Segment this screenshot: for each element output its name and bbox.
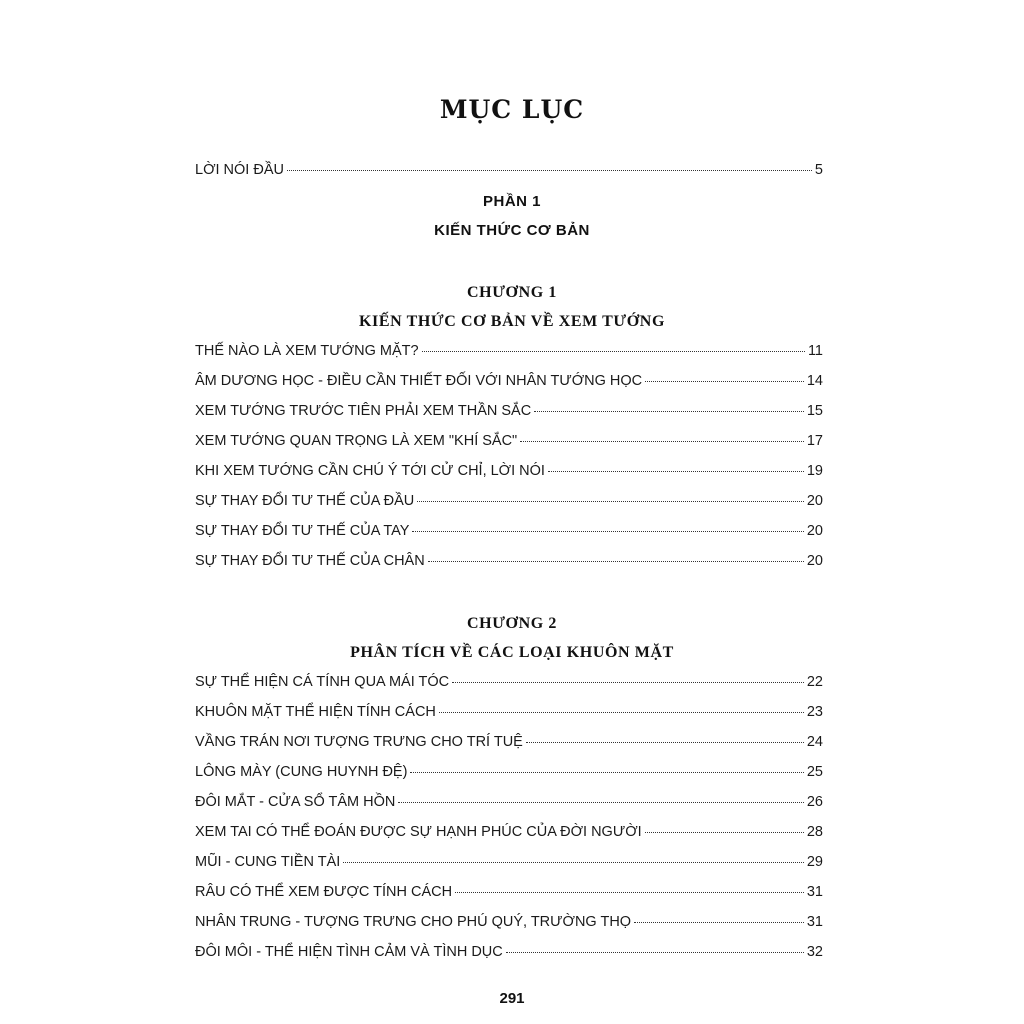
- dot-leader: [439, 712, 804, 713]
- dot-leader: [452, 682, 804, 683]
- chapter-1-title: KIẾN THỨC CƠ BẢN VỀ XEM TƯỚNG: [358, 313, 666, 330]
- part-name: KIẾN THỨC CƠ BẢN: [434, 222, 590, 239]
- toc-entry[interactable]: [195, 403, 823, 423]
- toc-entry-page: 24: [806, 734, 823, 750]
- toc-entry-page: 17: [806, 433, 823, 449]
- toc-entry[interactable]: [195, 764, 823, 784]
- toc-entry-page: 29: [806, 854, 823, 870]
- toc-entry-preface[interactable]: [195, 162, 823, 182]
- toc-entry-label: LỜI NÓI ĐẦU: [195, 162, 284, 178]
- toc-entry[interactable]: [195, 854, 823, 874]
- dot-leader: [520, 441, 804, 442]
- toc-entry-page: 19: [806, 463, 823, 479]
- toc-entry-label: SỰ THỂ HIỆN CÁ TÍNH QUA MÁI TÓC: [195, 674, 450, 690]
- page-number: 291: [499, 990, 525, 1007]
- toc-entry-page: 26: [806, 794, 823, 810]
- toc-entry-page: 23: [806, 704, 823, 720]
- dot-leader: [343, 862, 804, 863]
- toc-entry-page: 20: [806, 493, 823, 509]
- chapter-1-number: CHƯƠNG 1: [467, 284, 557, 301]
- dot-leader: [455, 892, 804, 893]
- chapter-2-title: PHÂN TÍCH VỀ CÁC LOẠI KHUÔN MẶT: [350, 644, 674, 661]
- toc-entry-page: 11: [807, 343, 823, 359]
- toc-entry-page: 31: [806, 884, 823, 900]
- toc-entry-page: 32: [806, 944, 823, 960]
- toc-entry-label: XEM TƯỚNG TRƯỚC TIÊN PHẢI XEM THẦN SẮC: [195, 403, 532, 419]
- toc-entry[interactable]: [195, 463, 823, 483]
- toc-entry[interactable]: [195, 824, 823, 844]
- toc-entry-label: ĐÔI MÔI - THỂ HIỆN TÌNH CẢM VÀ TÌNH DỤC: [195, 944, 503, 960]
- dot-leader: [287, 170, 812, 171]
- toc-entry-label: MŨI - CUNG TIỀN TÀI: [195, 854, 341, 870]
- dot-leader: [506, 952, 804, 953]
- toc-entry-label: XEM TƯỚNG QUAN TRỌNG LÀ XEM "KHÍ SẮC": [195, 433, 518, 449]
- toc-entry[interactable]: [195, 704, 823, 724]
- toc-entry-page: 22: [806, 674, 823, 690]
- chapter-2-number: CHƯƠNG 2: [467, 615, 557, 632]
- toc-entry[interactable]: [195, 553, 823, 573]
- dot-leader: [526, 742, 804, 743]
- toc-entry[interactable]: [195, 944, 823, 964]
- toc-entry[interactable]: [195, 433, 823, 453]
- part-number: PHẦN 1: [482, 193, 541, 210]
- toc-entry[interactable]: [195, 343, 823, 363]
- toc-entry[interactable]: [195, 674, 823, 694]
- toc-entry-label: SỰ THAY ĐỔI TƯ THẾ CỦA CHÂN: [195, 553, 425, 569]
- toc-entry-label: KHUÔN MẶT THỂ HIỆN TÍNH CÁCH: [195, 704, 436, 720]
- toc-entry[interactable]: [195, 734, 823, 754]
- toc-entry[interactable]: [195, 884, 823, 904]
- toc-entry-label: ÂM DƯƠNG HỌC - ĐIỀU CẦN THIẾT ĐỐI VỚI NHÂN TƯỚNG HỌC: [195, 373, 643, 389]
- dot-leader: [398, 802, 803, 803]
- toc-entry-label: NHÂN TRUNG - TƯỢNG TRƯNG CHO PHÚ QUÝ, TRƯỜNG THỌ: [195, 914, 632, 930]
- toc-entry-label: SỰ THAY ĐỔI TƯ THẾ CỦA ĐẦU: [195, 493, 415, 509]
- toc-entry-page: 25: [806, 764, 823, 780]
- toc-entry-page: 15: [806, 403, 823, 419]
- toc-entry[interactable]: [195, 794, 823, 814]
- toc-entry-label: KHI XEM TƯỚNG CẦN CHÚ Ý TỚI CỬ CHỈ, LỜI NÓI: [195, 463, 545, 479]
- dot-leader: [645, 832, 804, 833]
- toc-entry-page: 20: [806, 523, 823, 539]
- dot-leader: [634, 922, 804, 923]
- toc-entry-label: XEM TAI CÓ THỂ ĐOÁN ĐƯỢC SỰ HẠNH PHÚC CỦA ĐỜI NGƯỜI: [195, 824, 642, 840]
- toc-entry[interactable]: [195, 914, 823, 934]
- dot-leader: [428, 561, 804, 562]
- toc-entry[interactable]: [195, 373, 823, 393]
- toc-entry-page: 20: [806, 553, 823, 569]
- dot-leader: [548, 471, 804, 472]
- toc-entry-page: 5: [814, 162, 823, 178]
- dot-leader: [410, 772, 803, 773]
- page-title: MỤC LỤC: [439, 95, 585, 124]
- toc-entry-label: THẾ NÀO LÀ XEM TƯỚNG MẶT?: [195, 343, 419, 359]
- dot-leader: [422, 351, 805, 352]
- toc-entry-label: ĐÔI MẮT - CỬA SỔ TÂM HỒN: [195, 794, 396, 810]
- dot-leader: [412, 531, 803, 532]
- toc-entry[interactable]: [195, 493, 823, 513]
- dot-leader: [534, 411, 804, 412]
- toc-entry-page: 28: [806, 824, 823, 840]
- dot-leader: [645, 381, 804, 382]
- toc-entry-label: LÔNG MÀY (CUNG HUYNH ĐỆ): [195, 764, 408, 780]
- toc-entry-label: SỰ THAY ĐỔI TƯ THẾ CỦA TAY: [195, 523, 410, 539]
- toc-entry-page: 14: [806, 373, 823, 389]
- toc-entry-label: VẦNG TRÁN NƠI TƯỢNG TRƯNG CHO TRÍ TUỆ: [195, 734, 523, 750]
- toc-entry-label: RÂU CÓ THỂ XEM ĐƯỢC TÍNH CÁCH: [195, 884, 453, 900]
- toc-entry-page: 31: [806, 914, 823, 930]
- dot-leader: [417, 501, 804, 502]
- toc-entry[interactable]: [195, 523, 823, 543]
